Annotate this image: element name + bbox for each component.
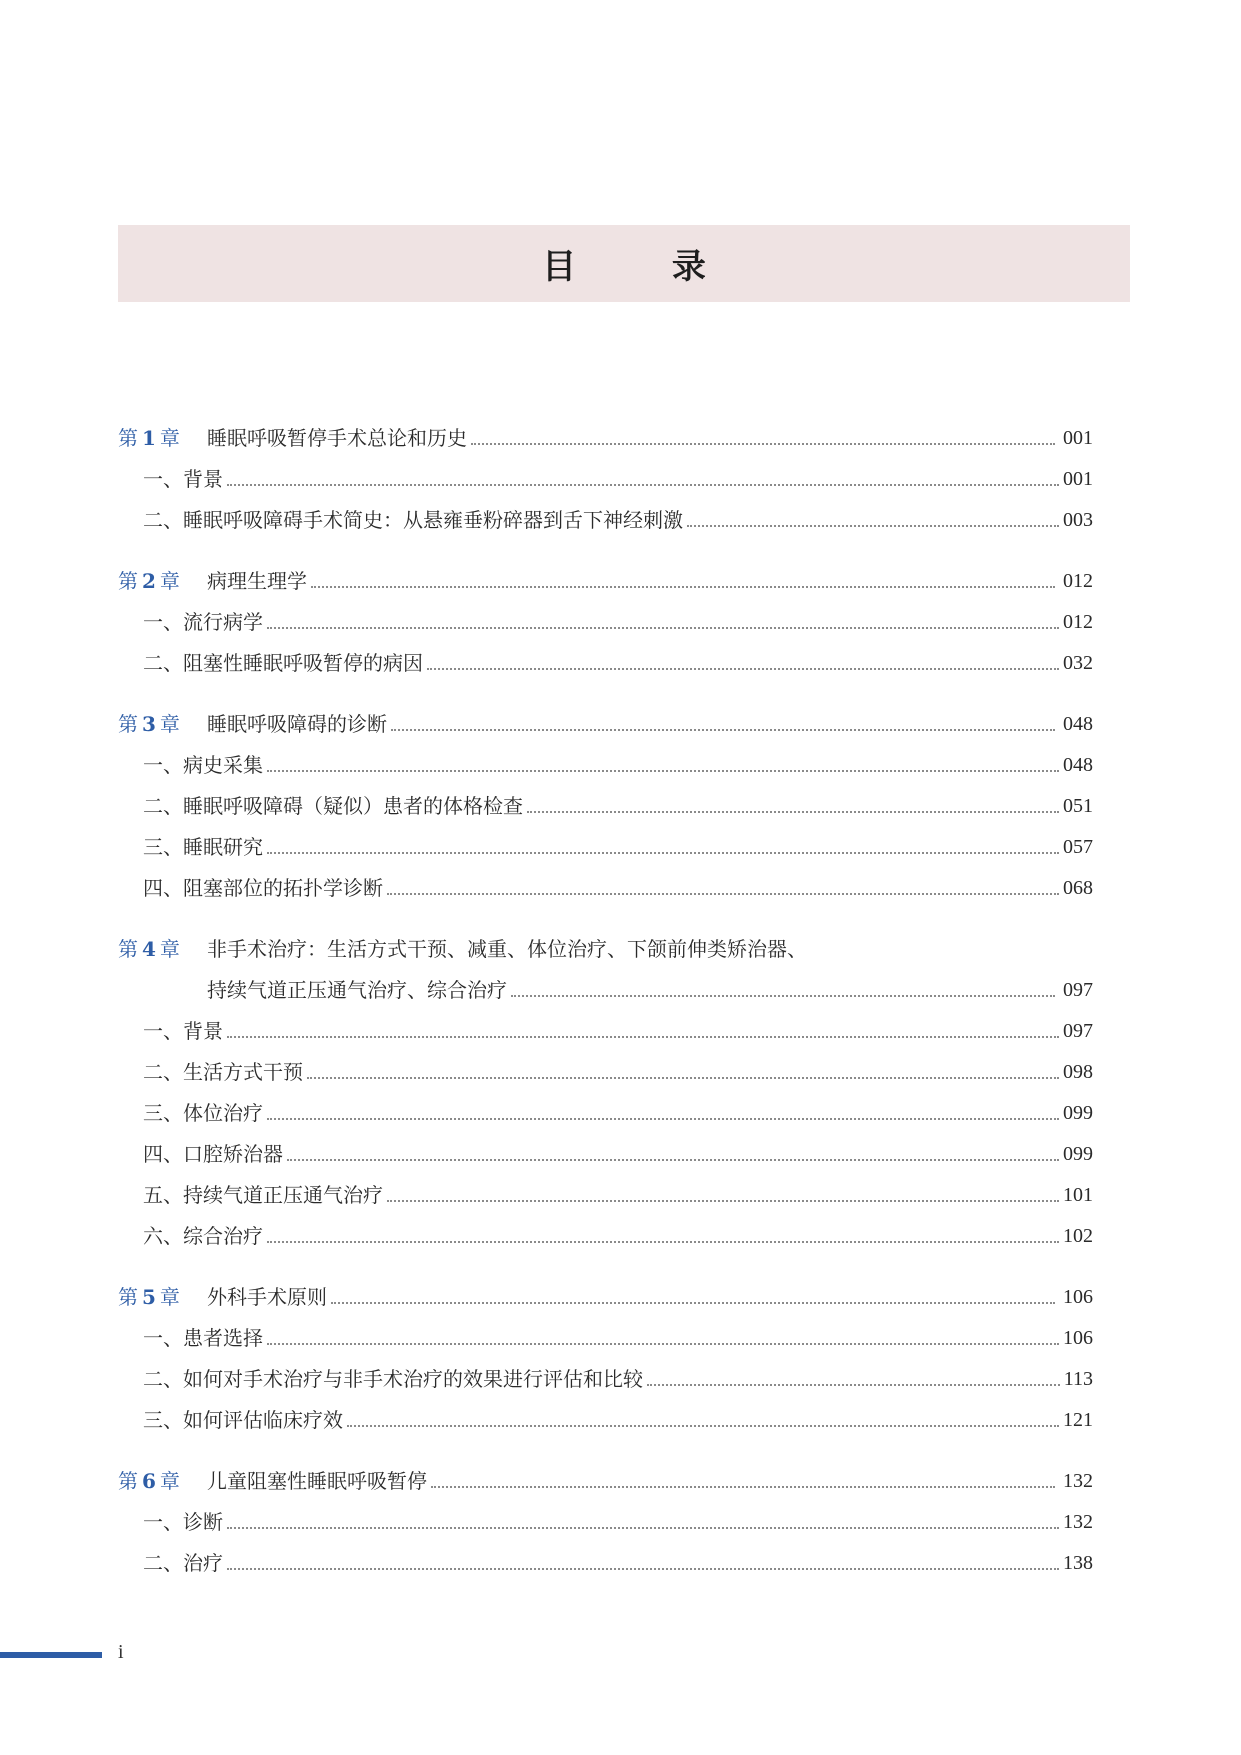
chapter-num: 5 bbox=[142, 1285, 156, 1309]
chapter-title: 睡眠呼吸障碍的诊断 bbox=[207, 712, 387, 736]
toc-chapter bbox=[118, 410, 1093, 533]
dot-leader bbox=[687, 525, 1059, 527]
chapter-page-number: 048 bbox=[1063, 713, 1093, 735]
dot-leader bbox=[267, 1241, 1059, 1243]
dot-leader bbox=[311, 586, 1055, 588]
chapter-num: 1 bbox=[142, 426, 156, 450]
toc-section-entry[interactable] bbox=[118, 1003, 1093, 1044]
section-page-number: 102 bbox=[1063, 1225, 1093, 1247]
section-title: 一、病史采集 bbox=[143, 753, 263, 777]
chapter-title: 非手术治疗：生活方式干预、减重、体位治疗、下颌前伸类矫治器、 bbox=[207, 937, 807, 961]
toc-section-entry[interactable] bbox=[118, 737, 1093, 778]
chapter-page-number: 097 bbox=[1063, 979, 1093, 1001]
chapter-prefix: 第 bbox=[118, 1469, 138, 1493]
chapter-heading-line[interactable] bbox=[118, 962, 1093, 1003]
section-page-number: 099 bbox=[1063, 1102, 1093, 1124]
toc-section-entry[interactable] bbox=[118, 1535, 1093, 1576]
section-page-number: 113 bbox=[1063, 1368, 1093, 1390]
chapter-num: 3 bbox=[142, 712, 156, 736]
chapter-prefix: 第 bbox=[118, 937, 138, 961]
toc-chapter bbox=[118, 1269, 1093, 1433]
toc-title-band bbox=[118, 225, 1130, 302]
toc-section-entry[interactable] bbox=[118, 778, 1093, 819]
chapter-suffix: 章 bbox=[159, 937, 180, 961]
toc-section-entry[interactable] bbox=[118, 1085, 1093, 1126]
chapter-suffix: 章 bbox=[159, 426, 180, 450]
toc-section-entry[interactable] bbox=[118, 1044, 1093, 1085]
chapter-prefix: 第 bbox=[118, 1285, 138, 1309]
section-title: 四、口腔矫治器 bbox=[143, 1142, 283, 1166]
toc-section-entry[interactable] bbox=[118, 1126, 1093, 1167]
section-page-number: 098 bbox=[1063, 1061, 1093, 1083]
section-page-number: 101 bbox=[1063, 1184, 1093, 1206]
dot-leader bbox=[471, 443, 1055, 445]
toc-section-entry[interactable] bbox=[118, 451, 1093, 492]
toc-section-entry[interactable] bbox=[118, 1494, 1093, 1535]
page-folio: i bbox=[118, 1641, 124, 1663]
chapter-suffix: 章 bbox=[159, 1285, 180, 1309]
chapter-title: 儿童阻塞性睡眠呼吸暂停 bbox=[207, 1469, 427, 1493]
chapter-suffix: 章 bbox=[159, 1469, 180, 1493]
toc-section-entry[interactable] bbox=[118, 594, 1093, 635]
dot-leader bbox=[387, 1200, 1059, 1202]
toc-section-entry[interactable] bbox=[118, 1310, 1093, 1351]
toc-section-entry[interactable] bbox=[118, 860, 1093, 901]
toc-title: 目 录 bbox=[542, 247, 748, 287]
chapter-number bbox=[118, 711, 207, 737]
chapter-title: 外科手术原则 bbox=[207, 1285, 327, 1309]
table-of-contents bbox=[118, 410, 1093, 1596]
toc-chapter bbox=[118, 1453, 1093, 1576]
dot-leader bbox=[227, 1527, 1059, 1529]
section-title: 一、背景 bbox=[143, 1019, 223, 1043]
section-page-number: 068 bbox=[1063, 877, 1093, 899]
section-title: 二、生活方式干预 bbox=[143, 1060, 303, 1084]
chapter-title: 持续气道正压通气治疗、综合治疗 bbox=[207, 978, 507, 1002]
section-page-number: 106 bbox=[1063, 1327, 1093, 1349]
section-title: 一、背景 bbox=[143, 467, 223, 491]
chapter-number bbox=[118, 1468, 207, 1494]
chapter-page-number: 132 bbox=[1063, 1470, 1093, 1492]
dot-leader bbox=[391, 729, 1055, 731]
chapter-heading-line[interactable] bbox=[118, 1453, 1093, 1494]
dot-leader bbox=[227, 484, 1059, 486]
chapter-prefix: 第 bbox=[118, 712, 138, 736]
section-page-number: 048 bbox=[1063, 754, 1093, 776]
section-title: 二、如何对手术治疗与非手术治疗的效果进行评估和比较 bbox=[143, 1367, 643, 1391]
section-page-number: 001 bbox=[1063, 468, 1093, 490]
toc-chapter bbox=[118, 553, 1093, 676]
dot-leader bbox=[227, 1036, 1059, 1038]
footer-accent-bar bbox=[0, 1652, 102, 1658]
dot-leader bbox=[427, 668, 1059, 670]
section-title: 五、持续气道正压通气治疗 bbox=[143, 1183, 383, 1207]
chapter-number bbox=[118, 568, 207, 594]
dot-leader bbox=[267, 627, 1059, 629]
section-page-number: 132 bbox=[1063, 1511, 1093, 1533]
section-title: 二、睡眠呼吸障碍（疑似）患者的体格检查 bbox=[143, 794, 523, 818]
toc-section-entry[interactable] bbox=[118, 1392, 1093, 1433]
dot-leader bbox=[387, 893, 1059, 895]
toc-section-entry[interactable] bbox=[118, 492, 1093, 533]
chapter-title: 病理生理学 bbox=[207, 569, 307, 593]
dot-leader bbox=[287, 1159, 1059, 1161]
dot-leader bbox=[431, 1486, 1055, 1488]
chapter-page-number: 106 bbox=[1063, 1286, 1093, 1308]
dot-leader bbox=[267, 1118, 1059, 1120]
toc-section-entry[interactable] bbox=[118, 1351, 1093, 1392]
section-page-number: 057 bbox=[1063, 836, 1093, 858]
section-page-number: 138 bbox=[1063, 1552, 1093, 1574]
section-page-number: 032 bbox=[1063, 652, 1093, 674]
section-title: 三、睡眠研究 bbox=[143, 835, 263, 859]
chapter-heading-line[interactable] bbox=[118, 696, 1093, 737]
section-title: 三、如何评估临床疗效 bbox=[143, 1408, 343, 1432]
section-page-number: 012 bbox=[1063, 611, 1093, 633]
section-title: 四、阻塞部位的拓扑学诊断 bbox=[143, 876, 383, 900]
chapter-number bbox=[118, 1284, 207, 1310]
chapter-num: 4 bbox=[142, 937, 156, 961]
toc-chapter bbox=[118, 921, 1093, 1249]
section-title: 一、流行病学 bbox=[143, 610, 263, 634]
dot-leader bbox=[267, 1343, 1059, 1345]
section-page-number: 003 bbox=[1063, 509, 1093, 531]
chapter-num: 6 bbox=[142, 1469, 156, 1493]
section-title: 一、患者选择 bbox=[143, 1326, 263, 1350]
dot-leader bbox=[347, 1425, 1059, 1427]
section-page-number: 097 bbox=[1063, 1020, 1093, 1042]
chapter-suffix: 章 bbox=[159, 712, 180, 736]
dot-leader bbox=[527, 811, 1059, 813]
toc-chapter bbox=[118, 696, 1093, 901]
chapter-number bbox=[118, 425, 207, 451]
chapter-page-number: 012 bbox=[1063, 570, 1093, 592]
chapter-heading-line[interactable] bbox=[118, 410, 1093, 451]
chapter-prefix: 第 bbox=[118, 569, 138, 593]
section-title: 二、睡眠呼吸障碍手术简史：从悬雍垂粉碎器到舌下神经刺激 bbox=[143, 508, 683, 532]
dot-leader bbox=[267, 852, 1059, 854]
chapter-page-number: 001 bbox=[1063, 427, 1093, 449]
section-title: 二、治疗 bbox=[143, 1551, 223, 1575]
section-title: 二、阻塞性睡眠呼吸暂停的病因 bbox=[143, 651, 423, 675]
section-title: 一、诊断 bbox=[143, 1510, 223, 1534]
chapter-num: 2 bbox=[142, 569, 156, 593]
section-page-number: 051 bbox=[1063, 795, 1093, 817]
dot-leader bbox=[267, 770, 1059, 772]
section-title: 六、综合治疗 bbox=[143, 1224, 263, 1248]
dot-leader bbox=[511, 995, 1055, 997]
chapter-title: 睡眠呼吸暂停手术总论和历史 bbox=[207, 426, 467, 450]
dot-leader bbox=[331, 1302, 1055, 1304]
chapter-prefix: 第 bbox=[118, 426, 138, 450]
chapter-number bbox=[118, 936, 207, 962]
toc-section-entry[interactable] bbox=[118, 819, 1093, 860]
section-page-number: 099 bbox=[1063, 1143, 1093, 1165]
chapter-heading-line[interactable] bbox=[118, 1269, 1093, 1310]
chapter-heading-line[interactable] bbox=[118, 553, 1093, 594]
toc-section-entry[interactable] bbox=[118, 1208, 1093, 1249]
section-page-number: 121 bbox=[1063, 1409, 1093, 1431]
dot-leader bbox=[647, 1384, 1060, 1386]
section-title: 三、体位治疗 bbox=[143, 1101, 263, 1125]
chapter-suffix: 章 bbox=[159, 569, 180, 593]
dot-leader bbox=[227, 1568, 1059, 1570]
dot-leader bbox=[307, 1077, 1059, 1079]
chapter-heading-line[interactable] bbox=[118, 921, 1093, 962]
toc-section-entry[interactable] bbox=[118, 635, 1093, 676]
toc-section-entry[interactable] bbox=[118, 1167, 1093, 1208]
